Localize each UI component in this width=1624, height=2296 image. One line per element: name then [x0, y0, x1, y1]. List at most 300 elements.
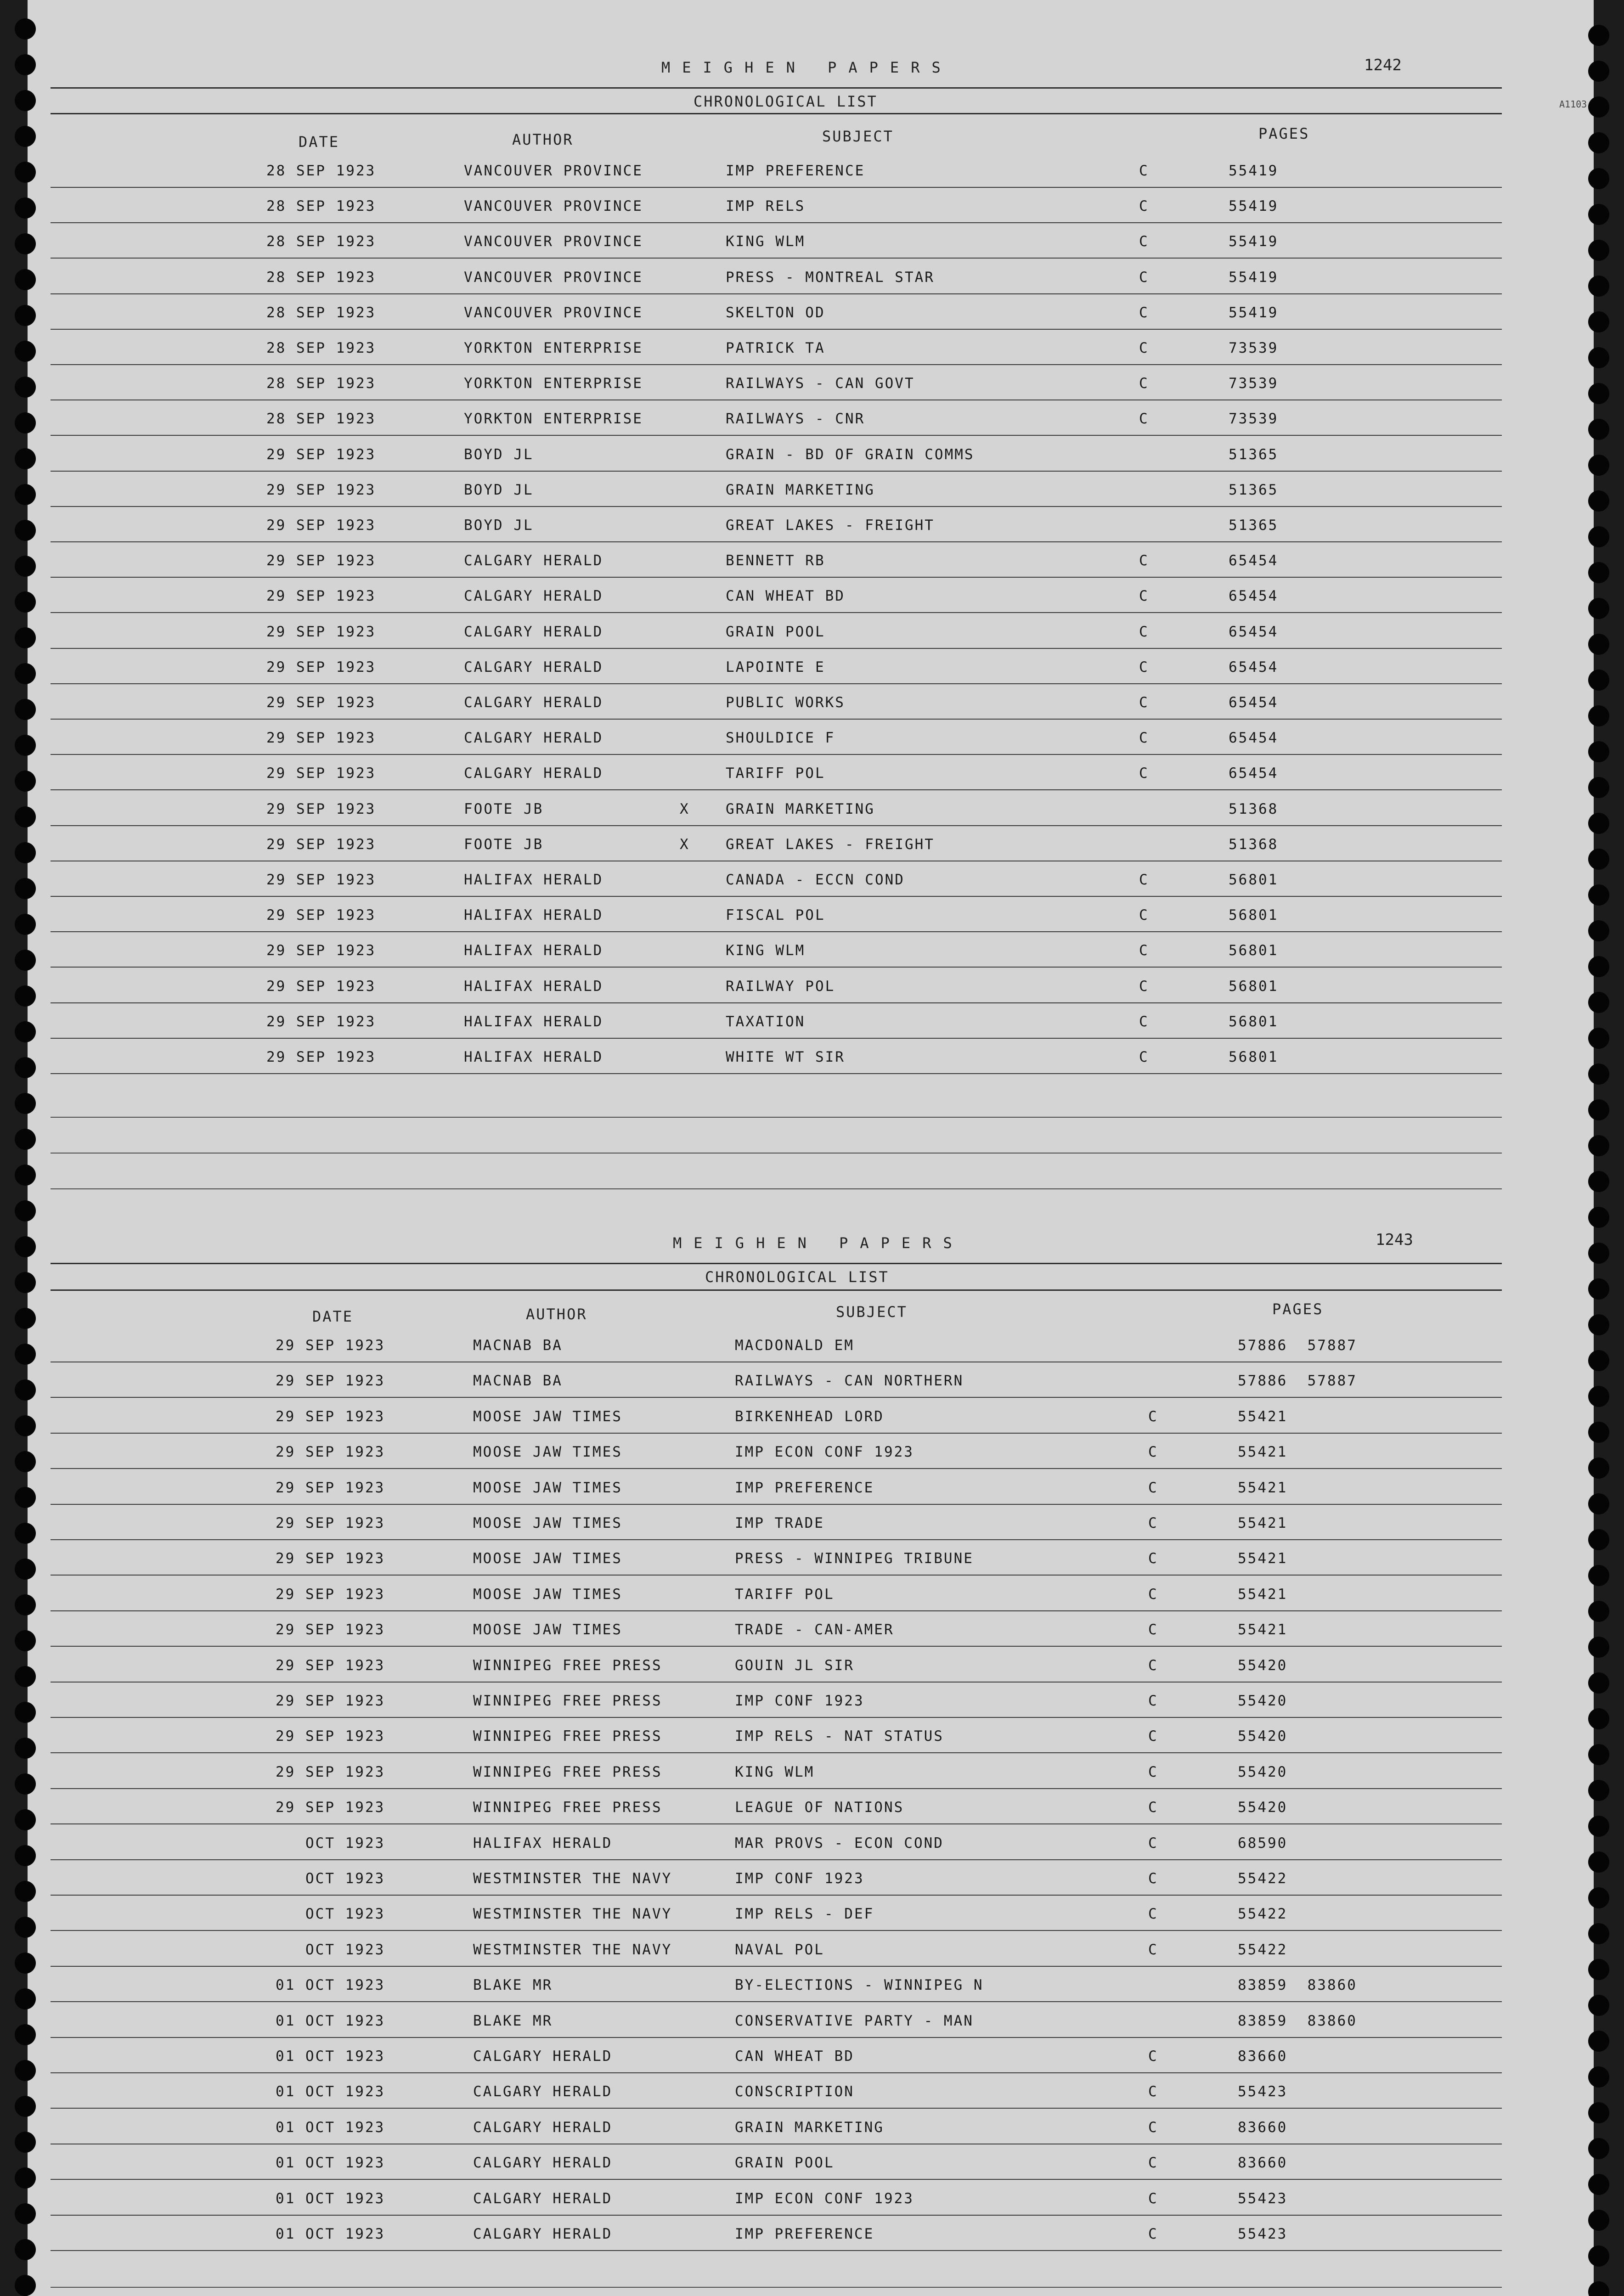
feed-hole [15, 1379, 36, 1401]
feed-hole [1588, 1099, 1609, 1120]
entry-author: HALIFAX HERALD [464, 1013, 603, 1030]
feed-hole [15, 520, 36, 541]
column-header-pages: PAGES [1258, 125, 1310, 142]
feed-hole [1588, 419, 1609, 440]
table-row [51, 2038, 1502, 2073]
entry-subject: CONSERVATIVE PARTY - MAN [735, 2012, 974, 2029]
feed-hole [1588, 1493, 1609, 1514]
table-row [51, 1683, 1502, 1718]
entry-date: 29 SEP 1923 [266, 446, 376, 463]
table-row [51, 259, 1502, 294]
entry-subject: BIRKENHEAD LORD [735, 1408, 884, 1425]
feed-hole [1588, 1278, 1609, 1300]
entry-author: WINNIPEG FREE PRESS [473, 1799, 662, 1816]
entry-subject: IMP PREFERENCE [735, 1479, 874, 1496]
entry-flag: C [1139, 694, 1149, 711]
table-row [51, 1327, 1502, 1362]
table-row [51, 152, 1502, 188]
feed-hole [15, 1415, 36, 1436]
entry-author: VANCOUVER PROVINCE [464, 269, 643, 286]
feed-hole [1588, 777, 1609, 798]
table-row [51, 791, 1502, 826]
feed-hole [1588, 2174, 1609, 2195]
entry-author: WINNIPEG FREE PRESS [473, 1728, 662, 1745]
entry-author: CALGARY HERALD [464, 730, 603, 747]
feed-hole [15, 1021, 36, 1042]
table-row [51, 1505, 1502, 1540]
entry-flag: C [1148, 1586, 1158, 1603]
entry-date: 29 SEP 1923 [276, 1799, 385, 1816]
entry-flag: C [1139, 1013, 1149, 1030]
feed-hole [1588, 1529, 1609, 1550]
entry-date: 01 OCT 1923 [276, 2155, 385, 2172]
table-row [51, 1754, 1502, 1789]
entry-pages: 51368 [1229, 836, 1279, 853]
feed-hole [1588, 598, 1609, 619]
entry-date: 28 SEP 1923 [266, 233, 376, 250]
entry-date: 28 SEP 1923 [266, 411, 376, 428]
blank-rule [51, 2287, 1502, 2288]
entry-pages: 55421 [1238, 1515, 1288, 1531]
feed-hole [1588, 1744, 1609, 1765]
entry-flag: C [1148, 1870, 1158, 1887]
feed-hole [1588, 490, 1609, 512]
feed-hole [1588, 1851, 1609, 1873]
entry-date: 28 SEP 1923 [266, 198, 376, 215]
header-rule [51, 1289, 1502, 1291]
entry-subject: IMP RELS - NAT STATUS [735, 1728, 944, 1745]
entry-subject: GRAIN POOL [735, 2155, 835, 2172]
entry-flag: C [1148, 2155, 1158, 2172]
entry-pages: 73539 [1229, 340, 1279, 356]
entry-author: YORKTON ENTERPRISE [464, 375, 643, 392]
entry-flag: C [1148, 1763, 1158, 1780]
feed-hole [15, 771, 36, 792]
feed-hole [1588, 849, 1609, 870]
feed-hole [15, 341, 36, 362]
entry-flag: C [1139, 765, 1149, 782]
entry-pages: 57886 57887 [1238, 1337, 1357, 1354]
entry-author: CALGARY HERALD [473, 2083, 613, 2100]
entry-subject: IMP RELS - DEF [735, 1906, 874, 1923]
entry-date: 29 SEP 1923 [266, 552, 376, 569]
feed-hole [1588, 347, 1609, 368]
entry-flag: C [1148, 2083, 1158, 2100]
entry-subject: PRESS - MONTREAL STAR [726, 269, 935, 286]
entry-author: BOYD JL [464, 517, 534, 534]
entry-flag: C [1139, 269, 1149, 286]
entry-mark: X [680, 836, 690, 853]
entry-author: BOYD JL [464, 481, 534, 498]
entry-flag: C [1148, 2226, 1158, 2242]
feed-hole [1588, 2102, 1609, 2123]
feed-hole [15, 90, 36, 111]
entry-author: BLAKE MR [473, 1977, 553, 1994]
entry-author: CALGARY HERALD [464, 658, 603, 675]
feed-hole [1588, 562, 1609, 583]
feed-hole [1588, 2281, 1609, 2296]
feed-hole [1588, 1064, 1609, 1085]
feed-hole [15, 806, 36, 827]
entry-author: MOOSE JAW TIMES [473, 1444, 622, 1461]
entry-author: WINNIPEG FREE PRESS [473, 1693, 662, 1709]
entry-date: 29 SEP 1923 [276, 1479, 385, 1496]
feed-hole [15, 985, 36, 1007]
table-row [51, 968, 1502, 1003]
entry-subject: MACDONALD EM [735, 1337, 854, 1354]
feed-hole [15, 1272, 36, 1293]
entry-author: WINNIPEG FREE PRESS [473, 1657, 662, 1674]
table-row [51, 1789, 1502, 1824]
page-title: MEIGHEN PAPERS [673, 1234, 964, 1252]
entry-subject: IMP CONF 1923 [735, 1693, 864, 1709]
entry-subject: KING WLM [726, 233, 806, 250]
entry-flag: C [1148, 1906, 1158, 1923]
table-row [51, 649, 1502, 684]
entry-flag: C [1148, 1621, 1158, 1638]
entry-subject: GRAIN POOL [726, 623, 825, 640]
entry-pages: 55421 [1238, 1621, 1288, 1638]
table-row [51, 1362, 1502, 1398]
entry-pages: 65454 [1229, 623, 1279, 640]
feed-hole [15, 1917, 36, 1938]
feed-hole [15, 1523, 36, 1544]
entry-flag: C [1139, 623, 1149, 640]
entry-flag: C [1139, 588, 1149, 605]
entry-subject: GRAIN - BD OF GRAIN COMMS [726, 446, 975, 463]
entry-author: CALGARY HERALD [473, 2048, 613, 2065]
entry-author: MOOSE JAW TIMES [473, 1621, 622, 1638]
row-rule [51, 2250, 1502, 2251]
entry-flag: C [1148, 2190, 1158, 2207]
entry-pages: 56801 [1229, 872, 1279, 888]
entry-date: 29 SEP 1923 [266, 517, 376, 534]
entry-mark: X [680, 800, 690, 817]
table-row [51, 1039, 1502, 1074]
table-row [51, 2003, 1502, 2038]
feed-hole [1588, 2031, 1609, 2052]
entry-date: 29 SEP 1923 [266, 1013, 376, 1030]
entry-author: VANCOUVER PROVINCE [464, 163, 643, 179]
feed-hole [15, 1308, 36, 1329]
entry-date: 29 SEP 1923 [276, 1621, 385, 1638]
entry-date: OCT 1923 [276, 1835, 385, 1851]
feed-hole [1588, 1995, 1609, 2016]
entry-subject: TAXATION [726, 1013, 806, 1030]
entry-subject: IMP CONF 1923 [735, 1870, 864, 1887]
entry-date: 29 SEP 1923 [276, 1550, 385, 1567]
entry-date: 29 SEP 1923 [266, 481, 376, 498]
feed-hole [1588, 526, 1609, 547]
entry-flag: C [1139, 163, 1149, 179]
table-row [51, 1967, 1502, 2002]
entry-subject: TARIFF POL [726, 765, 825, 782]
entry-pages: 83660 [1238, 2155, 1288, 2172]
entry-date: 29 SEP 1923 [266, 800, 376, 817]
entry-author: MOOSE JAW TIMES [473, 1408, 622, 1425]
table-row [51, 684, 1502, 720]
feed-hole [1588, 1923, 1609, 1944]
feed-hole [15, 1773, 36, 1795]
entry-date: 29 SEP 1923 [276, 1693, 385, 1709]
feed-hole [1588, 992, 1609, 1013]
table-row [51, 330, 1502, 365]
feed-hole [15, 1881, 36, 1902]
entry-pages: 65454 [1229, 552, 1279, 569]
feed-hole [15, 2275, 36, 2296]
entry-date: 01 OCT 1923 [276, 2119, 385, 2136]
feed-hole [1588, 2210, 1609, 2231]
entry-author: CALGARY HERALD [473, 2190, 613, 2207]
entry-pages: 65454 [1229, 730, 1279, 747]
entry-author: VANCOUVER PROVINCE [464, 198, 643, 215]
feed-hole [15, 233, 36, 254]
entry-author: HALIFAX HERALD [464, 942, 603, 959]
table-row [51, 1576, 1502, 1611]
entry-flag: C [1139, 552, 1149, 569]
entry-pages: 55421 [1238, 1479, 1288, 1496]
entry-date: 29 SEP 1923 [276, 1728, 385, 1745]
entry-author: VANCOUVER PROVINCE [464, 233, 643, 250]
entry-author: CALGARY HERALD [464, 588, 603, 605]
feed-hole [15, 126, 36, 147]
entry-pages: 55421 [1238, 1444, 1288, 1461]
entry-date: 01 OCT 1923 [276, 2048, 385, 2065]
column-header-author: AUTHOR [512, 131, 574, 148]
entry-subject: IMP ECON CONF 1923 [735, 2190, 914, 2207]
page-title: MEIGHEN PAPERS [661, 59, 953, 76]
feed-hole [15, 699, 36, 720]
entry-pages: 55423 [1238, 2226, 1288, 2242]
entry-date: 29 SEP 1923 [266, 836, 376, 853]
entry-flag: C [1139, 411, 1149, 428]
feed-hole [1588, 1243, 1609, 1264]
entry-pages: 51368 [1229, 800, 1279, 817]
feed-hole [1588, 1887, 1609, 1908]
entry-date: 29 SEP 1923 [266, 588, 376, 605]
table-row [51, 932, 1502, 968]
table-row [51, 1003, 1502, 1039]
entry-subject: PATRICK TA [726, 340, 825, 356]
entry-pages: 83859 83860 [1238, 2012, 1357, 2029]
feed-hole [15, 1165, 36, 1186]
entry-author: WESTMINSTER THE NAVY [473, 1906, 672, 1923]
feed-hole [1588, 383, 1609, 404]
entry-subject: BENNETT RB [726, 552, 825, 569]
entry-date: OCT 1923 [276, 1941, 385, 1958]
table-row [51, 755, 1502, 790]
entry-flag: C [1148, 1479, 1158, 1496]
table-row [51, 365, 1502, 400]
table-row [51, 1825, 1502, 1860]
feed-hole [1588, 670, 1609, 691]
corner-stamp: A1103 [1559, 99, 1587, 110]
table-row [51, 1611, 1502, 1647]
entry-flag: C [1139, 375, 1149, 392]
feed-hole [15, 1559, 36, 1580]
entry-author: CALGARY HERALD [473, 2155, 613, 2172]
entry-subject: CAN WHEAT BD [735, 2048, 854, 2065]
entry-date: 29 SEP 1923 [276, 1337, 385, 1354]
feed-hole [1588, 705, 1609, 726]
entry-subject: SHOULDICE F [726, 730, 835, 747]
header-rule [51, 1263, 1502, 1264]
feed-hole [15, 2167, 36, 2189]
entry-flag: C [1139, 233, 1149, 250]
feed-hole [1588, 1135, 1609, 1156]
feed-hole [1588, 1207, 1609, 1228]
entry-pages: 55420 [1238, 1799, 1288, 1816]
feed-hole [1588, 1637, 1609, 1658]
entry-subject: NAVAL POL [735, 1941, 824, 1958]
feed-hole [15, 842, 36, 863]
feed-hole [15, 2239, 36, 2260]
entry-flag: C [1139, 304, 1149, 321]
feed-hole [15, 1953, 36, 1974]
feed-hole [15, 1809, 36, 1830]
entry-subject: IMP PREFERENCE [726, 163, 865, 179]
feed-hole [15, 1129, 36, 1150]
entry-subject: CANADA - ECCN COND [726, 872, 905, 888]
feed-hole [1588, 1314, 1609, 1335]
header-rule [51, 87, 1502, 89]
entry-pages: 55419 [1229, 233, 1279, 250]
table-row [51, 897, 1502, 932]
entry-author: HALIFAX HERALD [473, 1835, 613, 1851]
entry-author: CALGARY HERALD [464, 552, 603, 569]
list-subtitle: CHRONOLOGICAL LIST [705, 1268, 889, 1286]
feed-hole [15, 735, 36, 756]
feed-hole [15, 663, 36, 684]
table-row [51, 1718, 1502, 1753]
entry-date: 28 SEP 1923 [266, 340, 376, 356]
entry-pages: 57886 57887 [1238, 1373, 1357, 1390]
feed-hole [1588, 1458, 1609, 1479]
entry-pages: 56801 [1229, 942, 1279, 959]
entry-pages: 55419 [1229, 198, 1279, 215]
entry-date: 29 SEP 1923 [276, 1586, 385, 1603]
entry-pages: 73539 [1229, 375, 1279, 392]
entry-pages: 55420 [1238, 1657, 1288, 1674]
entry-pages: 65454 [1229, 658, 1279, 675]
table-row [51, 720, 1502, 755]
table-row [51, 613, 1502, 649]
feed-hole [15, 269, 36, 290]
entry-pages: 55419 [1229, 304, 1279, 321]
list-subtitle: CHRONOLOGICAL LIST [694, 93, 878, 110]
feed-hole [1588, 132, 1609, 153]
entry-date: 29 SEP 1923 [266, 942, 376, 959]
entry-subject: GRAIN MARKETING [726, 800, 875, 817]
feed-hole [1588, 1565, 1609, 1586]
entry-author: YORKTON ENTERPRISE [464, 340, 643, 356]
entry-flag: C [1139, 658, 1149, 675]
entry-author: BLAKE MR [473, 2012, 553, 2029]
entry-author: CALGARY HERALD [464, 765, 603, 782]
blank-rule [51, 1153, 1502, 1154]
entry-subject: KING WLM [726, 942, 806, 959]
feed-hole [1588, 813, 1609, 834]
feed-hole [15, 1630, 36, 1651]
column-header-author: AUTHOR [526, 1306, 587, 1323]
entry-date: 29 SEP 1923 [266, 623, 376, 640]
entry-date: 01 OCT 1923 [276, 2190, 385, 2207]
entry-flag: C [1148, 1693, 1158, 1709]
feed-hole [15, 412, 36, 433]
entry-subject: BY-ELECTIONS - WINNIPEG N [735, 1977, 984, 1994]
entry-subject: RAILWAYS - CAN GOVT [726, 375, 915, 392]
feed-hole [15, 54, 36, 75]
feed-hole [1588, 1386, 1609, 1407]
entry-author: MACNAB BA [473, 1337, 563, 1354]
entry-date: 01 OCT 1923 [276, 2012, 385, 2029]
feed-hole [15, 2203, 36, 2224]
entry-pages: 55422 [1238, 1941, 1288, 1958]
feed-hole [1588, 1708, 1609, 1729]
entry-date: 28 SEP 1923 [266, 375, 376, 392]
entry-subject: LAPOINTE E [726, 658, 825, 675]
entry-subject: SKELTON OD [726, 304, 825, 321]
entry-date: 29 SEP 1923 [276, 1408, 385, 1425]
entry-flag: C [1148, 1941, 1158, 1958]
entry-pages: 56801 [1229, 1013, 1279, 1030]
feed-hole [15, 162, 36, 183]
header-rule [51, 113, 1502, 114]
entry-subject: GREAT LAKES - FREIGHT [726, 517, 935, 534]
entry-pages: 73539 [1229, 411, 1279, 428]
feed-hole [1588, 2066, 1609, 2088]
entry-pages: 51365 [1229, 481, 1279, 498]
entry-flag: C [1139, 872, 1149, 888]
table-row [51, 826, 1502, 861]
left-tractor-holes [0, 0, 51, 2296]
entry-author: CALGARY HERALD [473, 2226, 613, 2242]
table-row [51, 2180, 1502, 2216]
entry-flag: C [1139, 198, 1149, 215]
entry-pages: 55421 [1238, 1408, 1288, 1425]
entry-author: WESTMINSTER THE NAVY [473, 1870, 672, 1887]
entry-pages: 65454 [1229, 588, 1279, 605]
feed-hole [15, 627, 36, 648]
row-rule [51, 1073, 1502, 1074]
entry-subject: FISCAL POL [726, 907, 825, 924]
entry-author: HALIFAX HERALD [464, 1049, 603, 1065]
feed-hole [15, 484, 36, 505]
table-row [51, 2144, 1502, 2180]
entry-flag: C [1148, 1657, 1158, 1674]
entry-author: CALGARY HERALD [464, 623, 603, 640]
entry-date: 29 SEP 1923 [266, 872, 376, 888]
feed-hole [15, 448, 36, 469]
entry-date: 29 SEP 1923 [266, 1049, 376, 1065]
entry-flag: C [1148, 2048, 1158, 2065]
entry-subject: TARIFF POL [735, 1586, 835, 1603]
entry-subject: LEAGUE OF NATIONS [735, 1799, 904, 1816]
feed-hole [1588, 956, 1609, 977]
entry-date: 29 SEP 1923 [266, 765, 376, 782]
entry-pages: 56801 [1229, 978, 1279, 995]
entry-date: 28 SEP 1923 [266, 304, 376, 321]
entry-subject: IMP RELS [726, 198, 806, 215]
table-row [51, 578, 1502, 613]
entry-subject: GRAIN MARKETING [735, 2119, 884, 2136]
entry-pages: 55419 [1229, 269, 1279, 286]
entry-author: CALGARY HERALD [464, 694, 603, 711]
entry-author: MOOSE JAW TIMES [473, 1586, 622, 1603]
feed-hole [1588, 1171, 1609, 1192]
feed-hole [1588, 240, 1609, 261]
entry-date: 01 OCT 1923 [276, 2083, 385, 2100]
